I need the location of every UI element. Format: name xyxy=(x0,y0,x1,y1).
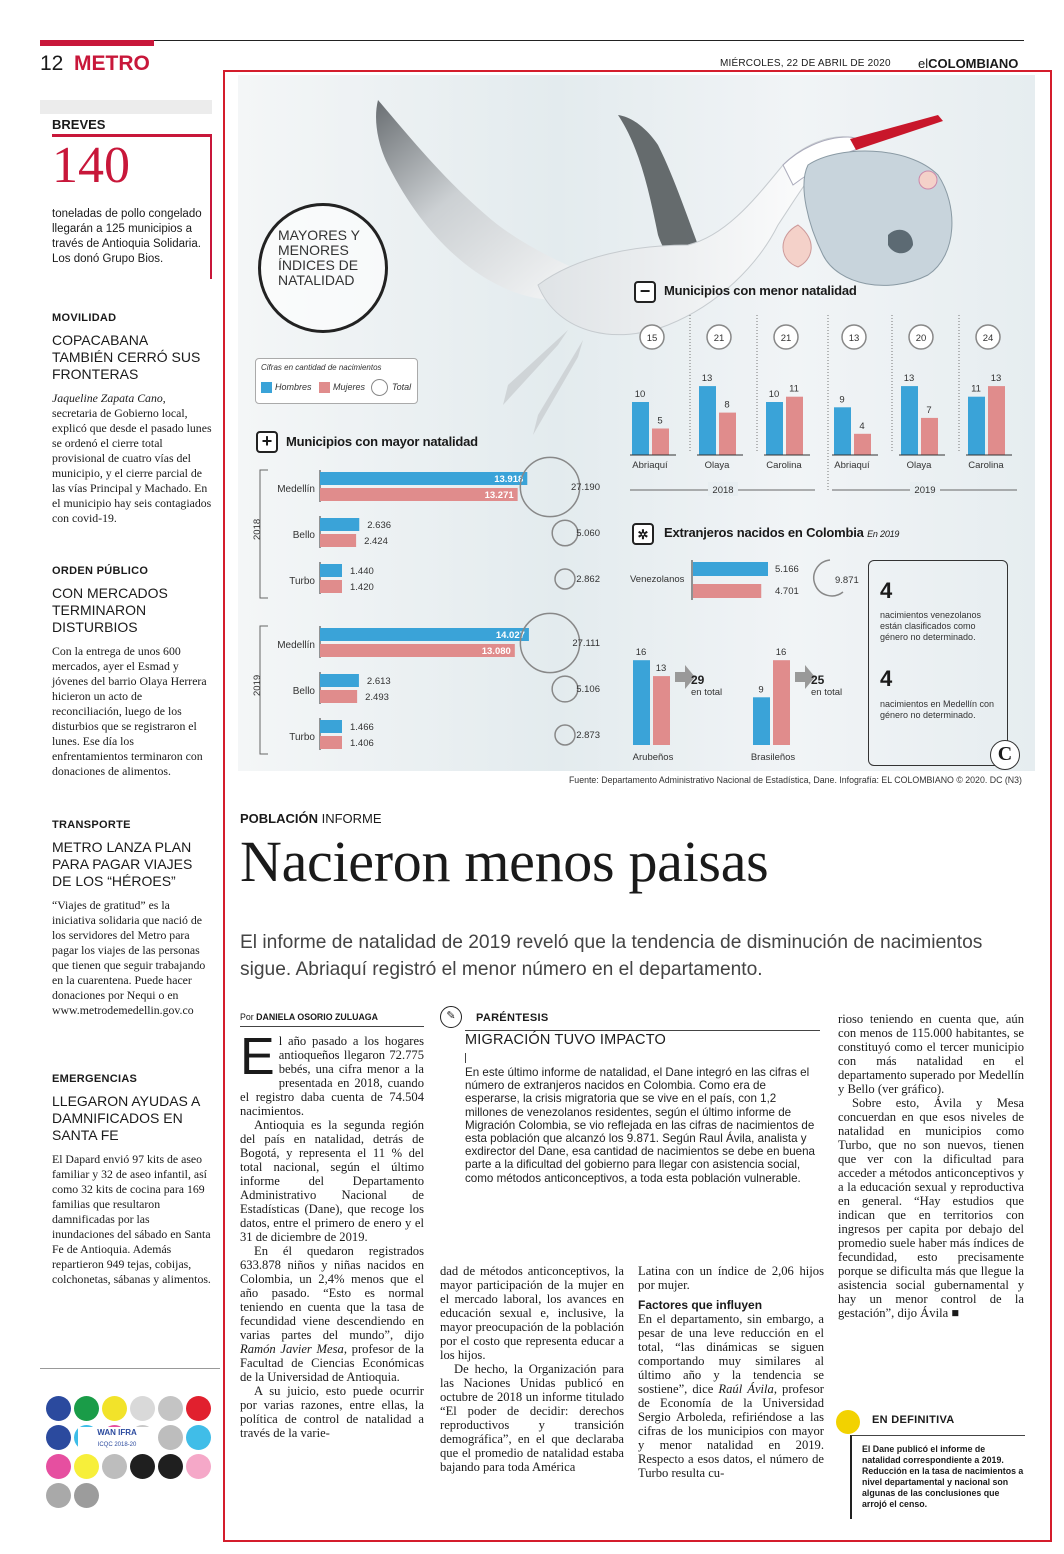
color-swatch xyxy=(102,1396,127,1421)
men-bar xyxy=(632,402,649,455)
city-label: Olaya xyxy=(906,460,932,471)
byline: Por DANIELA OSORIO ZULUAGA xyxy=(240,1012,378,1022)
women-bar xyxy=(988,386,1005,455)
women-value: 5 xyxy=(657,415,663,427)
parenthesis-body: En este último informe de natalidad, el Dane integró en las cifras el número de extranjeros nacidos en Colombia. Como era de esperarse, la crisis migratoria que se vive en el país, con 1,2 millones de venezolanos residentes, según el último informe de Migración Colombia, se vio reflejada en las cifras de nacimientos de esta población que alcanzó los 9.871. Según Raul Ávila, analista y exdirector del Dane, esa cantidad de nacimientos se debe en buena parte a la dificultad del gobierno para llegar con asistencia social, como métodos anticonceptivos, a toda esta población vulnerable. xyxy=(465,1066,815,1185)
women-bar xyxy=(773,660,790,745)
drop-cap: E xyxy=(240,1028,275,1086)
total-value: 2.862 xyxy=(576,574,600,585)
sidebar-brief-4 xyxy=(52,1073,212,1287)
total-value: 21 xyxy=(780,333,792,344)
infographic-title: MAYORES Y MENORES ÍNDICES DE NATALIDAD xyxy=(278,227,360,288)
color-swatch xyxy=(158,1396,183,1421)
paragraph: En el departamento, sin embargo, a pesar de una leve reducción en el total, “las dinámicas se siguen comportando muy similares al último año y la tendencia se sostiene”, dice Raúl Ávila, profesor de Economía de la Universidad Sergio Arboleda, refiriéndose a las cifras de los municipios con mayor y menor natalidad en 2019. Respecto a esos datos, el número de Turbo resulta cu- xyxy=(638,1312,824,1480)
foreign-title: Extranjeros nacidos en Colombia En 2019 xyxy=(664,525,900,540)
women-bar xyxy=(320,690,357,703)
women-value: 7 xyxy=(926,404,932,416)
note-2-text: nacimientos en Medellín con género no determinado. xyxy=(880,699,995,720)
article-column-1 xyxy=(240,1028,424,1440)
year-label: 2018 xyxy=(712,485,734,496)
brief-body: El Dapard envió 97 kits de aseo familiar y 32 de aseo infantil, así como 32 kits de cocina para 169 familias que resultaron damnificadas por las inundaciones del sábado en Santa Fe de Antioquia. Además repartieron 949 tejas, cobijas, colchonetas, sábanas y alimentos. xyxy=(52,1152,211,1286)
brief-body: “Viajes de gratitud” es la iniciativa solidaria que nació de los servidores del Metro para pagar los viajes de las personas que tienen que seguir trabajando en la cuarentena. Puede hacer donaciones por Nequi o en www.metrodemedellin.gov.co xyxy=(52,898,206,1017)
header-accent xyxy=(40,40,154,46)
city-label: Abriaquí xyxy=(834,460,870,471)
city-label: Carolina xyxy=(968,460,1004,471)
summary-label: EN DEFINITIVA xyxy=(872,1414,955,1426)
men-bar xyxy=(320,564,342,577)
city-label: Bello xyxy=(292,530,315,541)
year-label: 2019 xyxy=(252,674,263,696)
men-bar xyxy=(693,562,768,576)
brand-logo: elCOLOMBIANO xyxy=(918,56,1019,71)
men-bar xyxy=(834,407,851,455)
legend-title: Cifras en cantidad de nacimientos xyxy=(261,363,382,372)
men-value: 9 xyxy=(839,394,845,406)
total-circle xyxy=(520,613,579,672)
color-swatch xyxy=(46,1483,71,1508)
total-value: 5.060 xyxy=(576,528,600,539)
men-value: 16 xyxy=(635,647,647,659)
men-bar xyxy=(901,386,918,455)
paragraph: El año pasado a los hogares antioqueños llegaron 72.775 bebés, una cifra menor a la presentada en 2018, cuando el registro daba cuenta de 74.504 nacimientos. xyxy=(240,1028,424,1118)
total-caption: en total xyxy=(811,687,843,698)
infographic-source: Fuente: Departamento Administrativo Nacional de Estadística, Dane. Infografía: EL COLOMBIANO © 2020. DC (N3) xyxy=(568,775,1022,785)
sidebar-brief-1 xyxy=(52,312,212,526)
legend-total-swatch xyxy=(371,379,388,396)
total-value: 25 xyxy=(811,673,825,687)
total-caption: en total xyxy=(691,687,723,698)
highest-title: Municipios con mayor natalidad xyxy=(286,434,478,449)
men-bar xyxy=(320,720,342,733)
total-value: 15 xyxy=(646,333,658,344)
parenthesis-label: PARÉNTESIS xyxy=(476,1012,549,1024)
men-value: 2.613 xyxy=(366,676,391,687)
men-bar xyxy=(320,518,359,531)
stat-number: 140 xyxy=(52,137,130,194)
city-label: Abriaquí xyxy=(632,460,668,471)
total-value: 27.190 xyxy=(570,482,600,493)
women-value: 13.271 xyxy=(484,490,514,501)
brief-title: METRO LANZA PLAN PARA PAGAR VIAJES DE LOS “HÉROES” xyxy=(52,839,193,889)
paragraph: dad de métodos anticonceptivos, la mayor participación de la mujer en el mercado laboral, los avances en educación sexual e, inclusive, la mayor preocupación de la población por el costo que representa educar a los hijos. xyxy=(440,1264,624,1362)
parenthesis-rule xyxy=(465,1030,820,1031)
plus-icon: + xyxy=(256,431,278,453)
total-circle xyxy=(555,725,575,745)
color-swatch xyxy=(102,1454,127,1479)
color-control-strip xyxy=(46,1396,218,1536)
paragraph: Sobre esto, Ávila y Mesa concuerdan en que esos niveles de natalidad en municipios como Turbo, que no son nuevos, tienen que ver con la dificultad para acceder a métodos anticonceptivos y a la educación sexual y reproductiva en general. “Hay estudios que indican que en territorios con ingresos per capita por debajo del promedio suele haber más índices de fecundidad, esto precisamente porque se dificulta más que llegue la asistencia social gubernamental y hay un menor control de la gestación”, dijo Ávila ■ xyxy=(838,1096,1024,1320)
color-swatch xyxy=(158,1425,183,1450)
brief-section: ORDEN PÚBLICO xyxy=(52,565,149,577)
city-label: Olaya xyxy=(704,460,730,471)
legend-total-label: Total xyxy=(392,382,412,392)
print-mark-sub: ICQC 2018-20 xyxy=(97,1442,137,1448)
sidebar-brief-2 xyxy=(52,565,212,779)
year-label: 2018 xyxy=(252,518,263,540)
women-bar xyxy=(320,534,356,547)
women-bar xyxy=(786,397,803,455)
women-value: 16 xyxy=(775,647,787,659)
city-label: Turbo xyxy=(289,732,315,743)
page-number: 12 xyxy=(40,52,64,75)
lowest-natality-chart xyxy=(625,310,1030,500)
women-value: 11 xyxy=(789,383,799,395)
article-column-3 xyxy=(638,1264,824,1480)
men-value: 10 xyxy=(634,389,646,400)
men-value: 10 xyxy=(768,389,780,400)
lowest-title: Municipios con menor natalidad xyxy=(664,283,857,298)
total-circle xyxy=(552,676,578,702)
men-value: 13 xyxy=(701,373,713,385)
foreign-births-chart xyxy=(625,550,865,765)
city-label: Medellín xyxy=(277,640,315,651)
sidebar-top-band xyxy=(40,100,212,114)
women-value: 13.080 xyxy=(481,646,511,657)
subheading: Factores que influyen xyxy=(638,1298,763,1312)
total-value: 13 xyxy=(848,333,860,344)
article-dek: El informe de natalidad de 2019 reveló que la tendencia de disminución de nacimientos sigue. Abriaquí registró el menor número en el departamento. xyxy=(240,932,983,980)
women-value: 13 xyxy=(990,373,1002,385)
women-value: 1.420 xyxy=(350,582,374,593)
print-mark-label: WAN IFRA xyxy=(97,1428,137,1437)
women-value: 4 xyxy=(859,420,865,432)
women-bar xyxy=(653,676,670,745)
stat-text: toneladas de pollo congelado llegarán a 125 municipios a través de Antioquia Solidaria. Los donó Grupo Bios. xyxy=(52,208,202,265)
note-2-number: 4 xyxy=(880,666,893,691)
color-swatch xyxy=(186,1396,211,1421)
color-swatch xyxy=(130,1454,155,1479)
men-value: 1.440 xyxy=(350,566,374,577)
men-bar xyxy=(633,660,650,745)
legend-women-label: Mujeres xyxy=(333,382,366,392)
men-value: 14.027 xyxy=(495,630,525,641)
summary-body: El Dane publicó el informe de natalidad correspondiente a 2019. Reducción en la tasa de nacimientos a nivel departamental y nacional son algunas de las conclusiones que arrojó el censo. xyxy=(850,1435,1025,1519)
total-value: 27.111 xyxy=(572,638,600,649)
color-swatch xyxy=(46,1454,71,1479)
brief-section: MOVILIDAD xyxy=(52,312,117,324)
article-headline: Nacieron menos paisas xyxy=(240,829,769,894)
women-bar xyxy=(921,418,938,455)
brief-section: EMERGENCIAS xyxy=(52,1073,138,1085)
note-1-number: 4 xyxy=(880,578,893,603)
total-value: 29 xyxy=(691,673,705,687)
women-value: 4.701 xyxy=(775,586,799,597)
men-value: 13 xyxy=(903,373,915,385)
city-label: Bello xyxy=(292,686,315,697)
total-circle xyxy=(552,520,578,546)
men-bar xyxy=(320,674,359,687)
women-bar xyxy=(854,434,871,455)
men-bar xyxy=(753,697,770,745)
men-bar xyxy=(968,397,985,455)
legend-women-swatch xyxy=(319,382,330,393)
sidebar-accent-vertical xyxy=(210,134,212,279)
year-label: 2019 xyxy=(914,485,936,496)
women-bar xyxy=(652,429,669,456)
paragraph: rioso teniendo en cuenta que, aún con menos de 115.000 habitantes, se constituyó como el tercer municipio con más natalidad en el departamento superado por Medellín y Bello (ver gráfico). xyxy=(838,1012,1024,1096)
byline-rule xyxy=(240,1026,424,1027)
women-bar xyxy=(719,413,736,455)
women-bar xyxy=(320,736,342,749)
parenthesis-divider xyxy=(465,1053,466,1063)
highest-natality-chart xyxy=(238,455,618,775)
total-value: 2.873 xyxy=(576,730,600,741)
publisher-logo: C xyxy=(990,740,1020,770)
category-label: Venezolanos xyxy=(630,574,685,585)
color-swatch xyxy=(46,1425,71,1450)
men-bar xyxy=(766,402,783,455)
men-value: 9 xyxy=(758,684,764,696)
article-column-4 xyxy=(838,1012,1024,1320)
color-swatch xyxy=(186,1425,211,1450)
women-value: 1.406 xyxy=(350,738,374,749)
color-swatch xyxy=(130,1396,155,1421)
city-label: Medellín xyxy=(277,484,315,495)
women-value: 2.493 xyxy=(365,692,389,703)
total-value: 20 xyxy=(915,333,927,344)
brief-section: TRANSPORTE xyxy=(52,819,131,831)
paragraph: Latina con un índice de 2,06 hijos por mujer. xyxy=(638,1264,824,1292)
city-label: Turbo xyxy=(289,576,315,587)
women-bar xyxy=(693,584,761,598)
total-value: 9.871 xyxy=(835,575,859,586)
total-value: 24 xyxy=(982,333,994,344)
men-value: 1.466 xyxy=(350,722,374,733)
category-label: Arubeños xyxy=(632,752,674,763)
men-value: 11 xyxy=(971,383,981,395)
color-swatch xyxy=(74,1396,99,1421)
print-quality-mark xyxy=(78,1427,156,1451)
pacifier-icon: ✲ xyxy=(632,523,654,545)
city-label: Carolina xyxy=(766,460,802,471)
pin-icon: ✎ xyxy=(440,1006,462,1028)
paragraph: A su juicio, esto puede ocurrir por varias razones, entre ellas, la política de control de natalidad a través de la varie- xyxy=(240,1384,424,1440)
paragraph: Antioquia es la segunda región del país en natalidad, detrás de Bogotá, y representa el 11 % del total nacional, según el último informe del Departamento Administrativo Nacional de Estadísticas (Dane), que recoge los datos, entre el primero de enero y el 31 de diciembre de 2019. xyxy=(240,1118,424,1244)
legend-men-swatch xyxy=(261,382,272,393)
article-kicker: POBLACIÓN INFORME xyxy=(240,811,382,826)
men-bar xyxy=(699,386,716,455)
header-rule xyxy=(40,40,1024,41)
women-bar xyxy=(320,580,342,593)
color-swatch xyxy=(186,1454,211,1479)
paragraph: De hecho, la Organización para las Naciones Unidas publicó en octubre de 2018 un informe titulado “El poder de decidir: derechos reproductivos y transición demográfica”, en el que declaraba que el promedio de natalidad estaba bajando para toda América xyxy=(440,1362,624,1474)
sidebar-footer-rule xyxy=(40,1368,220,1369)
summary-icon xyxy=(836,1410,860,1434)
total-circle xyxy=(555,569,575,589)
women-value: 8 xyxy=(724,399,730,411)
minus-icon: − xyxy=(634,281,656,303)
note-1-text: nacimientos venezolanos están clasificados como género no determinado. xyxy=(880,610,982,642)
women-value: 13 xyxy=(655,663,667,675)
men-value: 2.636 xyxy=(367,520,392,531)
brief-body: Con la entrega de unos 600 mercados, ayer el Esmad y jóvenes del barrio Olaya Herrera hicieron un acto de reconciliación, luego de los disturbios que se registraron el lunes. Ese día los enfrentamientos terminaron con donaciones de alimentos. xyxy=(52,644,207,778)
legend-men-label: Hombres xyxy=(275,382,312,392)
sidebar-brief-3 xyxy=(52,819,212,1018)
color-swatch xyxy=(46,1396,71,1421)
color-swatch xyxy=(74,1454,99,1479)
issue-date: MIÉRCOLES, 22 DE ABRIL DE 2020 xyxy=(720,58,891,69)
brief-title: CON MERCADOS TERMINARON DISTURBIOS xyxy=(52,585,168,635)
paragraph: En él quedaron registrados 633.878 niños y niñas nacidos en Colombia, un 2,4% menos que el año pasado. “Esto es normal teniendo en cuenta que la tasa de fecundidad viene descendiendo en varias partes del mundo”, dijo Ramón Javier Mesa, profesor de la Facultad de Ciencias Económicas de la Universidad de Antioquia. xyxy=(240,1244,424,1384)
color-swatch xyxy=(74,1483,99,1508)
total-value: 21 xyxy=(713,333,725,344)
total-value: 5.106 xyxy=(576,684,600,695)
men-value: 5.166 xyxy=(775,564,799,575)
brief-title: COPACABANA TAMBIÉN CERRÓ SUS FRONTERAS xyxy=(52,332,201,382)
men-value: 13.918 xyxy=(494,474,524,485)
women-value: 2.424 xyxy=(364,536,388,547)
brief-title: LLEGARON AYUDAS A DAMNIFICADOS EN SANTA FE xyxy=(52,1093,200,1143)
color-swatch xyxy=(158,1454,183,1479)
parenthesis-title: MIGRACIÓN TUVO IMPACTO xyxy=(465,1032,666,1048)
sidebar-title: BREVES xyxy=(52,117,106,132)
article-column-2 xyxy=(440,1264,624,1474)
category-label: Brasileños xyxy=(750,752,796,763)
brief-body: Jaqueline Zapata Cano, secretaria de Gobierno local, explicó que desde el pasado lunes se ordenó el cierre total provisional de cuatro vías del municipio, y el cierre parcial de las vías Principal y Machado. En el municipio hay seis contagiados con covid-19. xyxy=(52,391,212,525)
section-name: METRO xyxy=(74,52,150,75)
